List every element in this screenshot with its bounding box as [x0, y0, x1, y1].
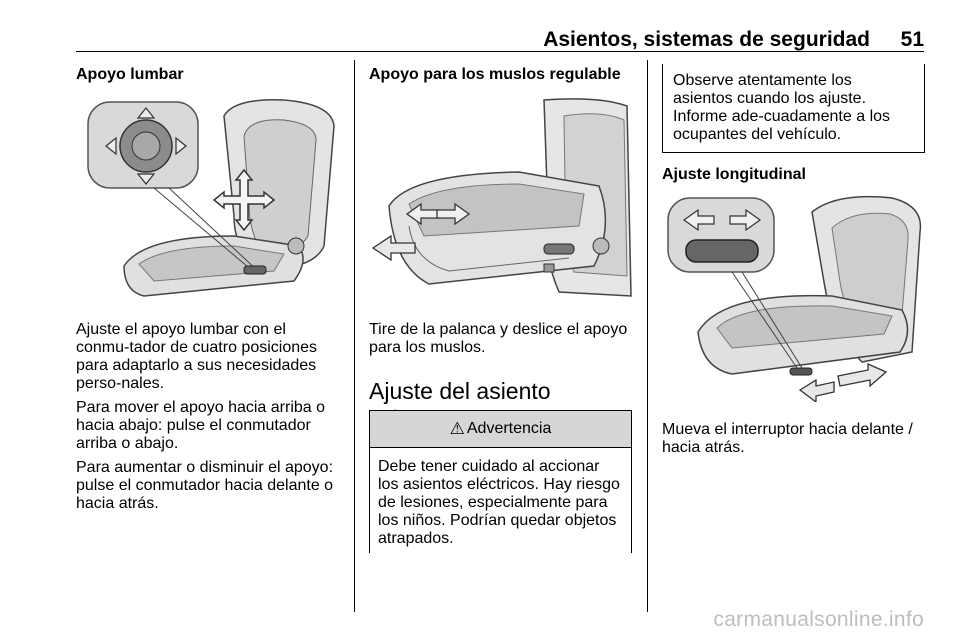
column-1 — [76, 60, 340, 85]
lumbar-paragraph-3: Para aumentar o disminuir el apoyo: pulse el conmutador hacia delante o hacia atrás. — [76, 459, 334, 512]
note-text: Observe atentamente los asientos cuando los ajuste. Informe ade-cuadamente a los ocupantes del vehículo. — [673, 72, 891, 143]
warning-header — [370, 411, 631, 448]
column-2 — [369, 60, 632, 85]
thigh-support-illustration — [369, 96, 632, 306]
longitudinal-adjust-illustration — [662, 192, 925, 402]
column-divider-2 — [647, 60, 648, 612]
page-number: 51 — [900, 28, 924, 51]
longitudinal-caption: Mueva el interruptor hacia delante / hacia atrás. — [662, 421, 913, 456]
warning-title: Advertencia — [466, 420, 552, 437]
section-title-power-seat: Ajuste del asiento — [369, 378, 551, 404]
lumbar-paragraph-1: Ajuste el apoyo lumbar con el conmu-tador de cuatro posiciones para adaptarlo a sus necesidades perso-nales. — [76, 321, 318, 392]
warning-body: Debe tener cuidado al accionar los asientos eléctricos. Hay riesgo de lesiones, especialmente para los niños. Podrían quedar objetos atrapados. — [378, 458, 620, 547]
column-3-text — [662, 421, 925, 457]
lumbar-support-illustration — [84, 96, 340, 306]
heading-thigh-support: Apoyo para los muslos regulable — [369, 66, 621, 83]
warning-triangle-icon: ⚠ — [449, 419, 465, 438]
warning-box — [369, 410, 632, 553]
lumbar-paragraph-2: Para mover el apoyo hacia arriba o hacia abajo: pulse el conmutador arriba o abajo. — [76, 399, 326, 452]
column-divider-1 — [354, 60, 355, 612]
header-rule — [76, 51, 924, 52]
column-3 — [662, 160, 925, 185]
note-box — [662, 64, 925, 153]
watermark: carmanualsonline.info — [713, 608, 924, 631]
heading-longitudinal: Ajuste longitudinal — [662, 166, 806, 183]
heading-lumbar: Apoyo lumbar — [76, 66, 184, 83]
column-1-text — [76, 321, 340, 513]
page-header-title: Asientos, sistemas de seguridad — [543, 28, 870, 51]
thigh-support-caption: Tire de la palanca y deslice el apoyo para los muslos. — [369, 321, 628, 356]
